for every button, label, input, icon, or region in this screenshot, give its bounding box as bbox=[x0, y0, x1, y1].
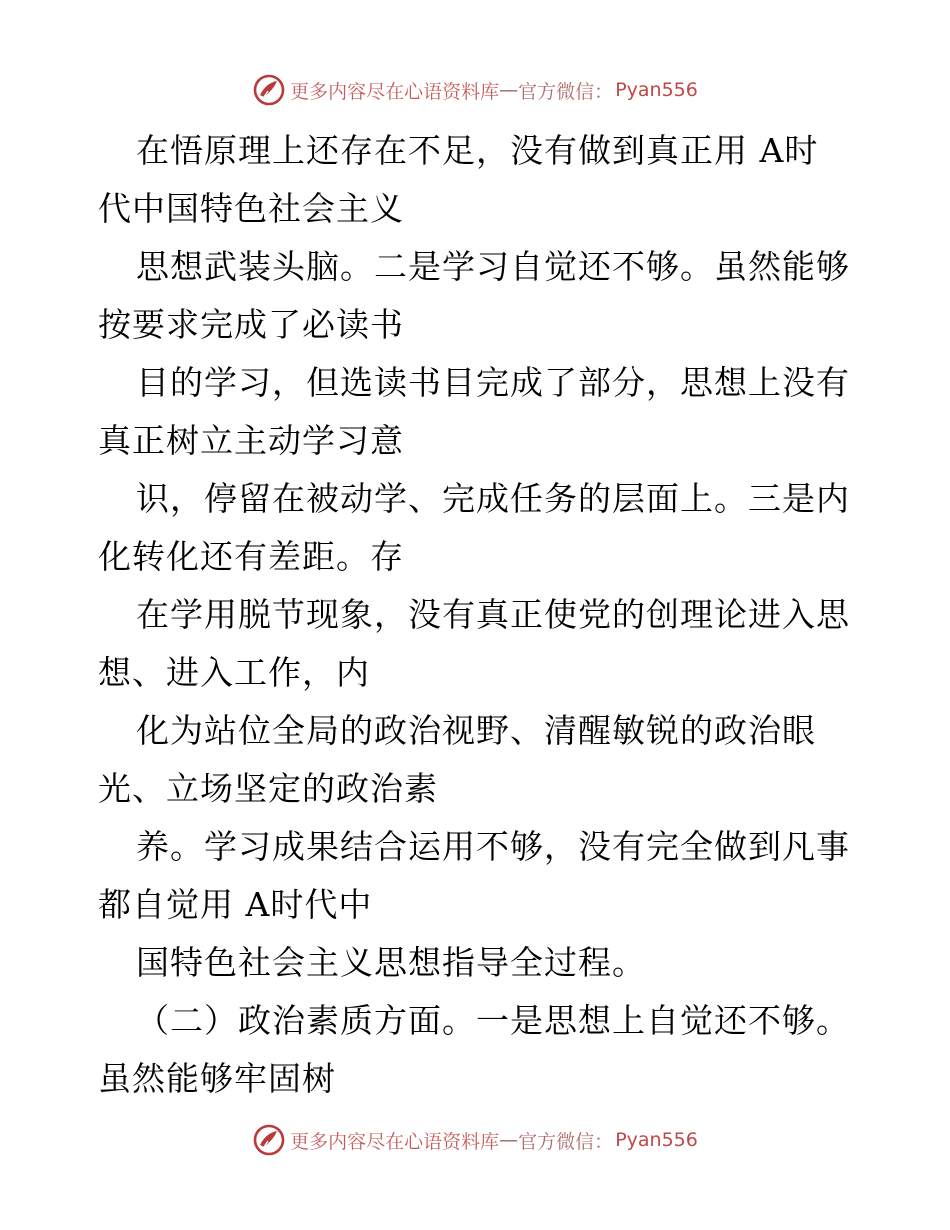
watermark-brand: 更多内容尽在心语资料库 bbox=[290, 1130, 500, 1153]
body-line: 虽然能够牢固树 bbox=[98, 1059, 336, 1098]
watermark-label: 官方微信： bbox=[518, 1130, 614, 1153]
body-line: 想、进入工作，内 bbox=[98, 653, 370, 692]
body-line: 目的学习，但选读书目完成了部分，思想上没有 bbox=[136, 363, 850, 402]
watermark-separator: — bbox=[499, 79, 519, 101]
body-line: 国特色社会主义思想指导全过程。 bbox=[136, 943, 646, 982]
body-line: 化转化还有差距。存 bbox=[98, 537, 404, 576]
body-line: 养。学习成果结合运用不够，没有完全做到凡事 bbox=[136, 827, 850, 866]
watermark-wechat-id: Pyan556 bbox=[615, 79, 698, 101]
body-line: （二）政治素质方面。一是思想上自觉还不够。 bbox=[136, 1001, 850, 1040]
watermark-brand: 更多内容尽在心语资料库 bbox=[290, 80, 500, 103]
body-line: 化为站位全局的政治视野、清醒敏锐的政治眼 bbox=[136, 711, 816, 750]
body-line: 识，停留在被动学、完成任务的层面上。三是内 bbox=[136, 479, 850, 518]
body-line: 思想武装头脑。二是学习自觉还不够。虽然能够 bbox=[136, 247, 850, 286]
body-line: 都自觉用 A时代中 bbox=[98, 885, 373, 924]
watermark bbox=[252, 1123, 698, 1157]
body-line: 在学用脱节现象，没有真正使党的创理论进入思 bbox=[136, 595, 850, 634]
body-line: 代中国特色社会主义 bbox=[98, 189, 404, 228]
body-line: 光、立场坚定的政治素 bbox=[98, 769, 438, 808]
page-footer-watermark bbox=[0, 1120, 950, 1160]
page-header-watermark bbox=[0, 70, 950, 110]
body-line: 按要求完成了必读书 bbox=[98, 305, 404, 344]
watermark-separator: — bbox=[499, 1129, 519, 1151]
watermark-label: 官方微信： bbox=[518, 80, 614, 103]
document-body bbox=[98, 122, 858, 1108]
body-line: 真正树立主动学习意 bbox=[98, 421, 404, 460]
body-line: 在悟原理上还存在不足，没有做到真正用 A时 bbox=[136, 131, 819, 170]
watermark-wechat-id: Pyan556 bbox=[615, 1129, 698, 1151]
pen-logo-icon bbox=[252, 1123, 286, 1157]
pen-logo-icon bbox=[252, 73, 286, 107]
watermark bbox=[252, 73, 698, 107]
